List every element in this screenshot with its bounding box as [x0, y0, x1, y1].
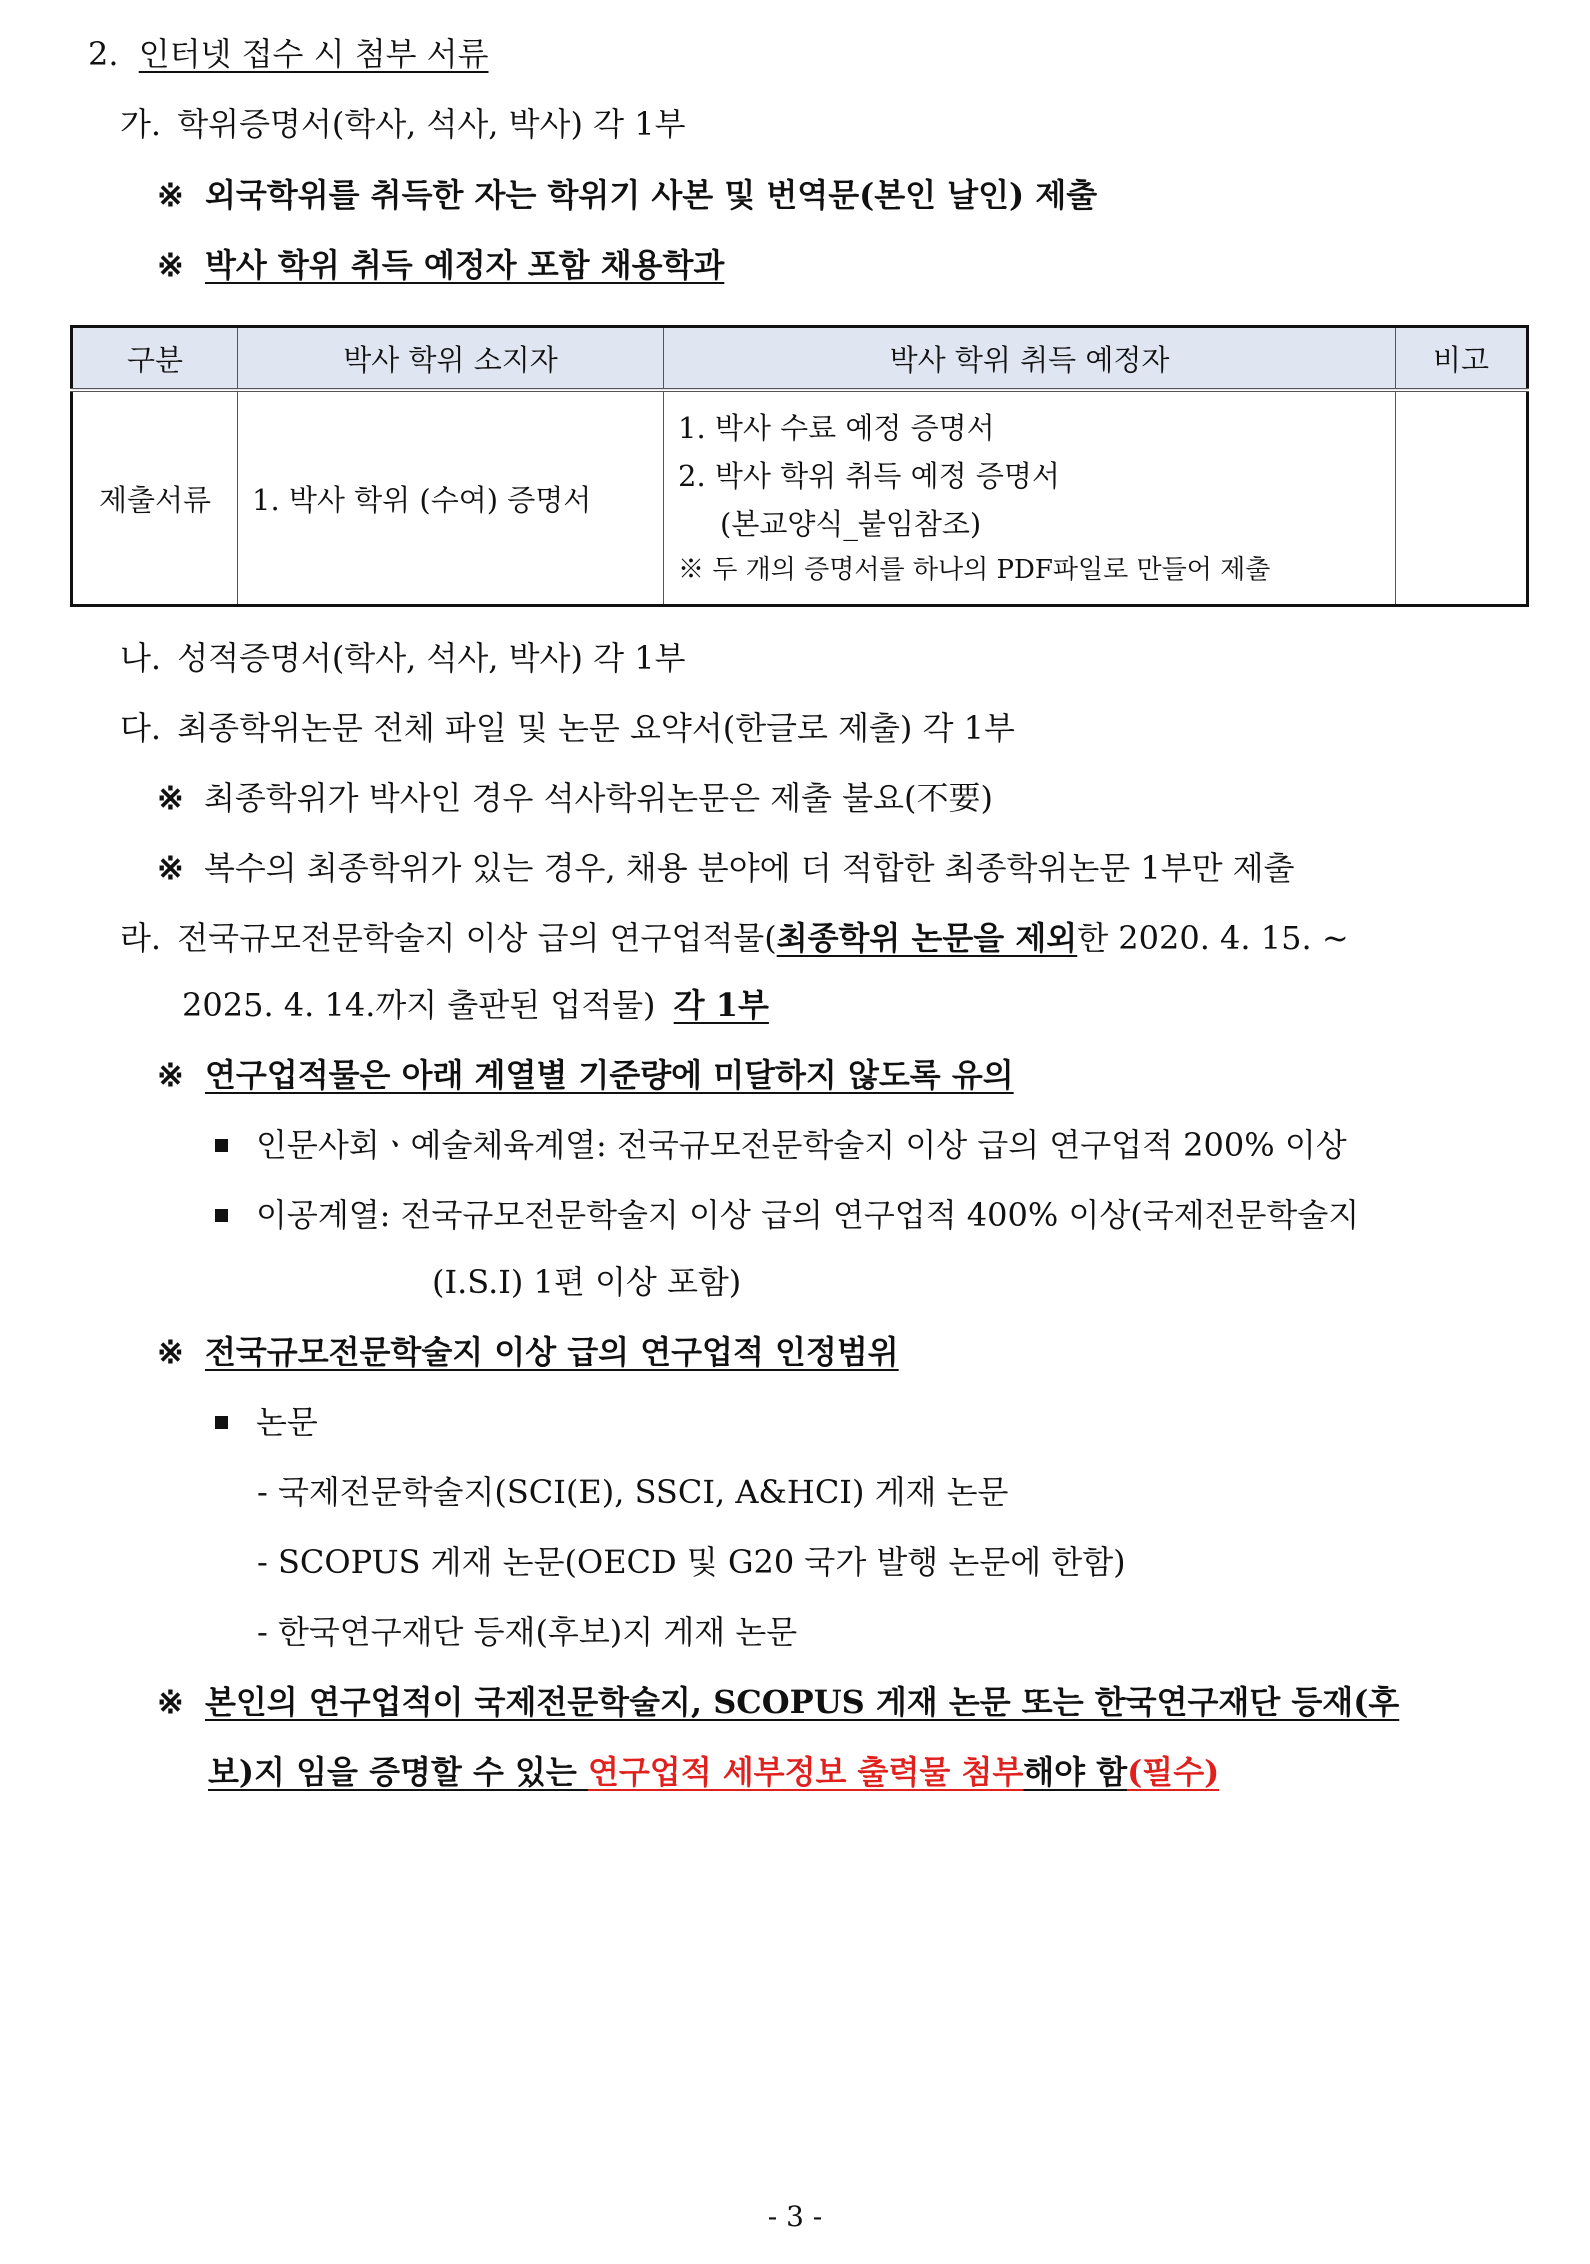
page-number: - 3 -: [767, 2200, 823, 2233]
holder-docs: 1. 박사 학위 (수여) 증명서: [238, 390, 664, 606]
note-final-line2-red: 연구업적 세부정보 출력물 첨부: [587, 1753, 1024, 1791]
square-bullet-icon: [215, 1209, 228, 1222]
table-row: [72, 390, 1528, 606]
list-item: - 국제전문학술지(SCI(E), SSCI, A&HCI) 게재 논문: [257, 1473, 1009, 1511]
note-expected-phd-text: 박사 학위 취득 예정자 포함 채용학과: [204, 246, 725, 284]
remarks-cell: [1396, 390, 1528, 606]
item-ga-label: 가.: [120, 105, 162, 143]
note-foreign-degree-text: 외국학위를 취득한 자는 학위기 사본 및 번역문(본인 날인) 제출: [204, 176, 1098, 214]
reference-mark-icon: ※: [157, 176, 184, 214]
reference-mark-icon: ※: [157, 849, 184, 887]
note-recognition: [157, 1332, 899, 1372]
item-na: [120, 638, 685, 678]
note-final-cont: [208, 1752, 1219, 1792]
note-foreign-degree: [157, 175, 1097, 215]
table-header-category: 구분: [72, 327, 238, 391]
item-ra-line2: 2025. 4. 14.까지 출판된 업적물): [182, 986, 656, 1024]
item-ra-line2-bold: 각 1부: [673, 986, 769, 1024]
note-recognition-text: 전국규모전문학술지 이상 급의 연구업적 인정범위: [204, 1333, 899, 1371]
reference-mark-icon: ※: [157, 246, 184, 284]
note-final: [157, 1682, 1399, 1722]
table-header-remarks: 비고: [1396, 327, 1528, 391]
item-ga-text: 학위증명서(학사, 석사, 박사) 각 1부: [177, 105, 686, 143]
square-bullet-icon: [215, 1139, 228, 1152]
note-expected-phd: [157, 245, 724, 285]
note-final-line2-mid: 해야 함: [1023, 1753, 1128, 1791]
reference-mark-icon: ※: [157, 1333, 184, 1371]
papers-heading: [215, 1402, 318, 1442]
item-na-label: 나.: [120, 639, 162, 677]
section-heading: [88, 34, 489, 74]
row-label: 제출서류: [72, 390, 238, 606]
note-multiple-degrees: [157, 848, 1295, 888]
reference-mark-icon: ※: [157, 1056, 184, 1094]
section-number: 2.: [88, 35, 119, 73]
section-title: 인터넷 접수 시 첨부 서류: [138, 35, 489, 73]
reference-mark-icon: ※: [157, 1683, 184, 1721]
list-item: - 한국연구재단 등재(후보)지 게재 논문: [257, 1613, 798, 1651]
item-ra: [120, 918, 1349, 958]
item-ga: [120, 104, 685, 144]
item-ra-label: 라.: [120, 919, 162, 957]
reference-mark-icon: ※: [157, 779, 184, 817]
table-header-holder: 박사 학위 소지자: [238, 327, 664, 391]
list-item: - SCOPUS 게재 논문(OECD 및 G20 국가 발행 논문에 한함): [257, 1543, 1126, 1581]
table-header-expected: 박사 학위 취득 예정자: [664, 327, 1396, 391]
item-ra-text-pre: 전국규모전문학술지 이상 급의 연구업적물(: [177, 919, 777, 957]
item-da-label: 다.: [120, 709, 162, 747]
square-bullet-icon: [215, 1416, 228, 1429]
expected-docs: [664, 390, 1396, 606]
item-ra-cont: [182, 985, 769, 1025]
expected-doc-1: 1. 박사 수료 예정 증명서: [678, 411, 995, 445]
table-header-row: [72, 327, 1528, 391]
note-criteria: [157, 1055, 1014, 1095]
expected-doc-2-note: (본교양식_붙임참조): [720, 507, 982, 541]
criteria-science: [215, 1195, 1359, 1235]
papers-label: 논문: [256, 1403, 318, 1441]
note-criteria-text: 연구업적물은 아래 계열별 기준량에 미달하지 않도록 유의: [204, 1056, 1014, 1094]
expected-docs-pdf-note: ※ 두 개의 증명서를 하나의 PDF파일로 만들어 제출: [678, 555, 1271, 585]
criteria-science-cont: [432, 1262, 741, 1302]
note-final-line2-pre: 보)지 임을 증명할 수 있는: [208, 1753, 588, 1791]
item-ra-text-post: 한 2020. 4. 15. ~: [1077, 919, 1349, 957]
note-multiple-degrees-text: 복수의 최종학위가 있는 경우, 채용 분야에 더 적합한 최종학위논문 1부만 제출: [203, 849, 1295, 887]
item-da-text: 최종학위논문 전체 파일 및 논문 요약서(한글로 제출) 각 1부: [177, 709, 1015, 747]
note-phd-masters-text: 최종학위가 박사인 경우 석사학위논문은 제출 불요(不要): [203, 779, 993, 817]
item-na-text: 성적증명서(학사, 석사, 박사) 각 1부: [177, 639, 686, 677]
note-final-line2-red2: (필수): [1127, 1753, 1220, 1791]
note-phd-masters: [157, 778, 993, 818]
criteria-humanities-text: 인문사회ㆍ예술체육계열: 전국규모전문학술지 이상 급의 연구업적 200% 이상: [256, 1126, 1347, 1164]
document-table: [70, 325, 1529, 607]
criteria-science-cont-text: (I.S.I) 1편 이상 포함): [432, 1263, 742, 1301]
item-ra-text-bold: 최종학위 논문을 제외: [776, 919, 1078, 957]
expected-doc-2: 2. 박사 학위 취득 예정 증명서: [678, 459, 1060, 493]
criteria-humanities: [215, 1125, 1347, 1165]
item-da: [120, 708, 1015, 748]
criteria-science-text: 이공계열: 전국규모전문학술지 이상 급의 연구업적 400% 이상(국제전문학술지: [256, 1196, 1360, 1234]
note-final-line1: 본인의 연구업적이 국제전문학술지, SCOPUS 게재 논문 또는 한국연구재단 등재(후: [204, 1683, 1400, 1721]
